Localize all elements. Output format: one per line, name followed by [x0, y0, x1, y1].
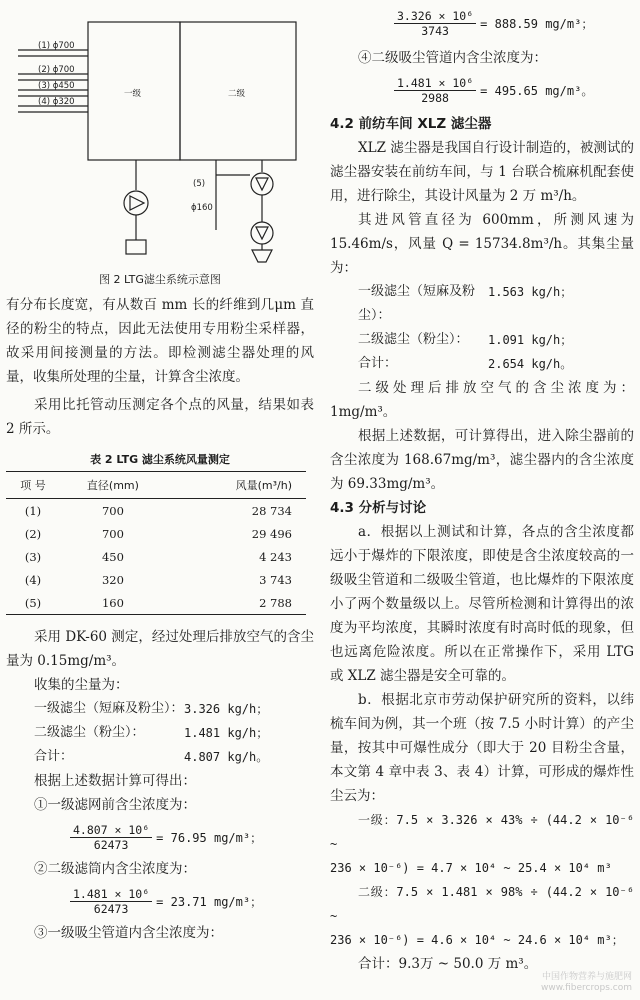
pipe5-label: (5) — [193, 179, 206, 189]
equation — [330, 70, 634, 110]
denominator: 3743 — [421, 23, 449, 38]
table-cell: (3) — [24, 549, 42, 564]
table-cell: 2 788 — [166, 591, 306, 615]
dust-label: 二级滤尘（粉尘）： — [34, 725, 145, 740]
formula-line: 236 × 10⁻⁶) = 4.7 × 10⁴ ~ 25.4 × 10⁴ m³ — [330, 861, 612, 875]
pipe-label-4: (4) ϕ320 — [38, 97, 75, 107]
numerator: 4.807 × 10⁶ — [70, 823, 152, 838]
numerator: 1.481 × 10⁶ — [394, 76, 476, 91]
pipe-label-1: (1) ϕ700 — [38, 41, 75, 51]
dust-value: 2.654 kg/h。 — [488, 357, 573, 371]
table-cell: (1) — [24, 503, 42, 518]
calc-item: ③一级吸尘管道内含尘浓度为： — [34, 925, 223, 941]
table-header: 项 号 — [6, 472, 60, 499]
table-cell: 160 — [60, 591, 166, 615]
equation — [6, 881, 314, 921]
formula-line: 236 × 10⁻⁶) = 4.6 × 10⁴ ~ 24.6 × 10⁴ m³； — [330, 933, 624, 947]
denominator: 62473 — [93, 837, 129, 852]
table-row — [6, 591, 306, 615]
calc-item: ②二级滤筒内含尘浓度为： — [34, 861, 196, 877]
dust-label: 合计： — [34, 749, 74, 764]
dust-line — [6, 745, 314, 769]
pipe-label-2: (2) ϕ700 — [38, 65, 75, 75]
result: = 495.65 mg/m³。 — [480, 83, 594, 98]
equation — [6, 817, 314, 857]
paragraph: 其进风管直径为 600mm，所测风速为 15.46m/s，风量 Q = 15734.8m³/h。其集尘量为： — [330, 212, 634, 276]
watermark — [541, 972, 632, 994]
dust-value: 1.091 kg/h； — [488, 333, 573, 347]
section-heading: 4.3 分析与讨论 — [330, 500, 427, 516]
formula-line: 二级：7.5 × 1.481 × 98% ÷ (44.2 × 10⁻⁶ ~ — [330, 885, 634, 923]
table-cell: 4 243 — [259, 549, 292, 564]
result: = 76.95 mg/m³； — [156, 830, 263, 845]
calc-item: ①一级滤网前含尘浓度为： — [34, 797, 196, 813]
left-column — [6, 0, 314, 945]
table-cell: (2) — [24, 526, 42, 541]
watermark-text: 中国作物营养与施肥网 — [541, 972, 632, 982]
table-cell: 28 734 — [251, 503, 292, 518]
ltg-system-diagram — [10, 0, 310, 265]
table-header: 直径(mm) — [60, 472, 166, 499]
table-cell: 29 496 — [251, 526, 292, 541]
dust-value: 1.481 kg/h； — [184, 726, 269, 740]
dust-line — [6, 697, 314, 721]
paragraph: 采用比托管动压测定各个点的风量，结果如表 2 所示。 — [6, 397, 314, 437]
paragraph: 有分布长度宽，有从数百 mm 长的纤维到几μm 直径的粉尘的特点，因此无法使用专用粉尘采样器，故采用间接测量的方法。即检测滤尘器处理的风量，收集所处理的尘量，计算含尘浓度。 — [6, 297, 314, 385]
dust-line — [330, 328, 634, 352]
table-cell: 700 — [101, 503, 124, 518]
paragraph: 收集的尘量为： — [34, 677, 129, 693]
table-cell: 450 — [101, 549, 124, 564]
calc-item: ④二级吸尘管道内含尘浓度为： — [358, 50, 547, 66]
airflow-table — [6, 471, 306, 615]
formula-total: 合计：9.3万 ~ 50.0 万 m³。 — [358, 956, 538, 972]
result: = 23.71 mg/m³； — [156, 894, 263, 909]
pipe-label-3: (3) ϕ450 — [38, 81, 75, 91]
hopper-icon — [252, 250, 272, 262]
equation — [330, 0, 634, 46]
dust-label: 一级滤尘（短麻及粉尘）： — [358, 284, 476, 323]
table-cell: (4) — [24, 572, 42, 587]
table-cell: 700 — [101, 526, 124, 541]
dust-value: 4.807 kg/h。 — [184, 750, 269, 764]
paragraph: 根据上述数据计算可得出： — [34, 773, 196, 789]
paragraph: 采用 DK-60 测定，经过处理后排放空气的含尘量为 0.15mg/m³。 — [6, 629, 314, 669]
table-header: 风量(m³/h) — [166, 472, 306, 499]
numerator: 3.326 × 10⁶ — [394, 9, 476, 24]
dust-line — [330, 352, 634, 376]
numerator: 1.481 × 10⁶ — [70, 887, 152, 902]
table-cell: (5) — [6, 591, 60, 615]
table-caption: 表 2 LTG 滤尘系统风量测定 — [90, 453, 230, 466]
table-row — [6, 499, 306, 523]
fan-two-icon — [251, 173, 273, 195]
table-row — [6, 522, 306, 545]
fan-three-icon — [251, 222, 273, 244]
pipe5-diameter: ϕ160 — [191, 203, 213, 213]
paragraph: 二级处理后排放空气的含尘浓度为：1mg/m³。 — [330, 380, 634, 420]
dust-value: 3.326 kg/h； — [184, 702, 269, 716]
paragraph: 根据上述数据，可计算得出，进入除尘器前的含尘浓度为 168.67mg/m³，滤尘器内的含尘浓度为 69.33mg/m³。 — [330, 428, 634, 492]
dust-label: 合计： — [358, 356, 398, 371]
watermark-url: www.fibercrops.com — [541, 983, 632, 993]
table-row — [6, 568, 306, 591]
dust-value: 1.563 kg/h； — [488, 285, 573, 299]
paragraph: a．根据以上测试和计算，各点的含尘浓度都远小于爆炸的下限浓度，即使是含尘浓度较高的一级吸尘管道和二级吸尘管道，也比爆炸的下限浓度小了两个数量级以上。尽管所检测和计算得出的浓度为平均浓度，其瞬时浓度有时高时低的现象，但也远离危险浓度。所以在正常操作下，采用 LTG 或 XLZ 滤尘器是安全可靠的。 — [330, 524, 634, 684]
unit-label-stage-two: 二级 — [228, 89, 246, 99]
result: = 888.59 mg/m³； — [480, 16, 594, 31]
unit-label-stage-one: 一级 — [124, 89, 142, 99]
paragraph: b．根据北京市劳动保护研究所的资料，以纬梳车间为例，其一个班（按 7.5 小时计算）的产尘量，按其中可爆性成分（即大于 20 目粉尘含量，本文第 4 章中表 3、表 4）计算，可形成的爆炸性尘云为： — [330, 692, 634, 804]
table-cell: 320 — [101, 572, 124, 587]
dust-line — [6, 721, 314, 745]
denominator: 62473 — [93, 901, 129, 916]
table-cell: 3 743 — [259, 572, 292, 587]
figure-caption: 图 2 LTG滤尘系统示意图 — [99, 273, 221, 286]
table-row — [6, 545, 306, 568]
denominator: 2988 — [421, 90, 449, 105]
formula-line: 一级：7.5 × 3.326 × 43% ÷ (44.2 × 10⁻⁶ ~ — [330, 813, 634, 851]
dust-label: 二级滤尘（粉尘）： — [358, 332, 469, 347]
dust-line — [330, 280, 634, 328]
right-column — [330, 0, 634, 976]
dust-label: 一级滤尘（短麻及粉尘）： — [34, 701, 184, 716]
paragraph: XLZ 滤尘器是我国自行设计制造的，被测试的滤尘器安装在前纺车间，与 1 台联合梳麻机配套使用，进行除尘，其设计风量为 2 万 m³/h。 — [330, 140, 634, 204]
section-heading: 4.2 前纺车间 XLZ 滤尘器 — [330, 116, 492, 132]
dust-collector-box — [126, 240, 146, 254]
